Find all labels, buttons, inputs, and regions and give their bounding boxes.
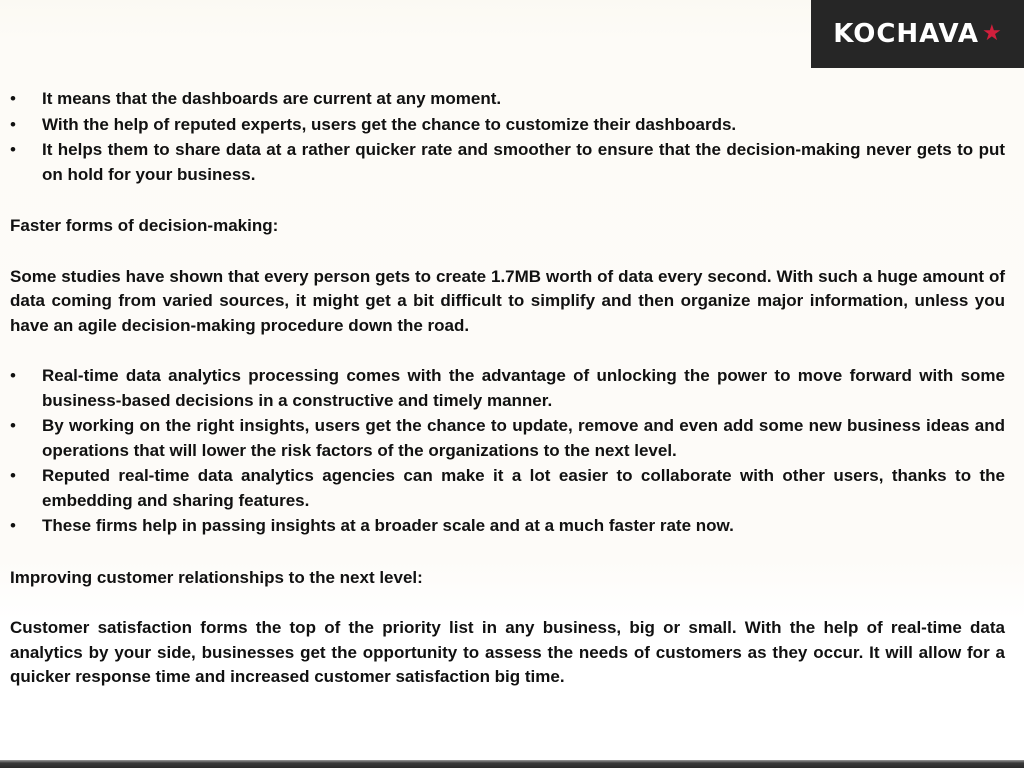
bullet-icon: • [10, 516, 16, 535]
paragraph-decision-making: Some studies have shown that every person gets to create 1.7MB worth of data every second. With such a huge amount of data coming from varied sources, it might get a bit difficult to simplify and then organize major information, unless you have an agile decision-making procedure down the road. [10, 266, 1005, 335]
list-item-text: Reputed real-time data analytics agencies can make it a lot easier to collaborate with other users, thanks to the embedding and sharing features. [42, 466, 1005, 510]
list-item-text: By working on the right insights, users get the chance to update, remove and even add some new business ideas and operations that will lower the risk factors of the organizations to the next level. [42, 416, 1005, 460]
list-item [10, 514, 1005, 539]
bullet-icon: • [10, 466, 16, 485]
section-heading-decision-making: Faster forms of decision-making: [10, 216, 279, 235]
paragraph-customer-relationships: Customer satisfaction forms the top of the priority list in any business, big or small. With the help of real-time data analytics by your side, businesses get the opportunity to assess the needs of customers as they occur. It will allow for a quicker response time and increased customer satisfaction big time. [10, 618, 1005, 686]
bullet-list-1 [10, 87, 1005, 187]
list-item-text: It helps them to share data at a rather quicker rate and smoother to ensure that the decision-making never gets to put on hold for your business. [42, 140, 1005, 184]
list-item-text: With the help of reputed experts, users get the chance to customize their dashboards. [42, 114, 737, 134]
list-item [10, 414, 1005, 463]
list-item-text: Real-time data analytics processing comes with the advantage of unlocking the power to move forward with some business-based decisions in a constructive and timely manner. [42, 366, 1005, 410]
bullet-icon: • [10, 114, 16, 134]
bullet-icon: • [10, 140, 16, 159]
bullet-icon: • [10, 89, 16, 108]
bottom-divider [0, 760, 1024, 768]
bullet-icon: • [10, 366, 16, 385]
list-item-text: These firms help in passing insights at a broader scale and at a much faster rate now. [42, 516, 734, 535]
star-icon: ★ [982, 20, 1002, 45]
list-item [10, 138, 1005, 187]
list-item [10, 464, 1005, 513]
kochava-logo [811, 0, 1024, 68]
bullet-icon: • [10, 416, 16, 435]
section-heading-customer-relationships: Improving customer relationships to the next level: [10, 567, 423, 587]
document-body [10, 87, 1005, 690]
logo-text: KOCHAVA [833, 19, 980, 49]
list-item [10, 364, 1005, 413]
list-item [10, 113, 1005, 138]
list-item-text: It means that the dashboards are current at any moment. [42, 89, 502, 108]
list-item [10, 87, 1005, 112]
bullet-list-2 [10, 364, 1005, 539]
